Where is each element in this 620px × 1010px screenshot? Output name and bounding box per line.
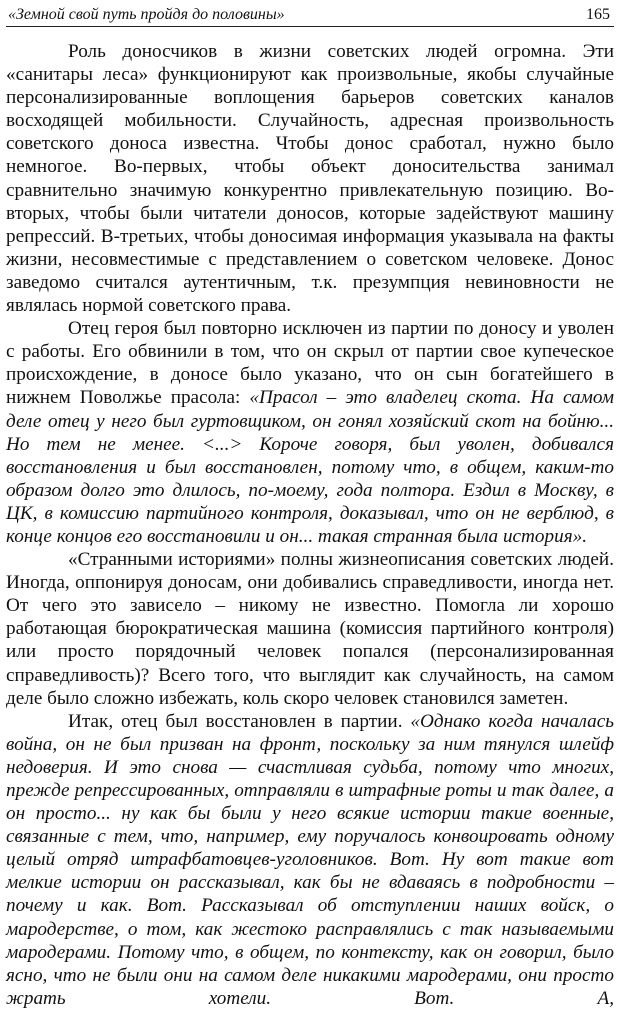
running-title: «Земной свой путь пройдя до половины»	[8, 6, 285, 23]
paragraph-text: Отец героя был повторно исключен из партии по доносу и уволен с работы. Его обвинили в том, что он скрыл от партии свое купеческое происхождение, в доносе было указано, что он сын богатейшего в нижнем Поволжье прасола:	[6, 318, 614, 409]
paragraph-father-expelled	[6, 317, 614, 548]
paragraph-text: «Странными историями» полны жизнеописания советских людей. Иногда, оппонируя доносам, они добивались справедливости, иногда нет. От чего это зависело – никому не известно. Помогла ли хорошо работающая бюрократическая машина (комиссия партийного контроля) или просто порядочный человек попался (персонализированная справедливость)? Всего того, что выглядит как случайность, на самом деле было сложно избежать, коль скоро человек становился заметен.	[6, 549, 614, 709]
paragraph-text: Итак, отец был восстановлен в партии.	[68, 710, 411, 732]
interview-quote: «Прасол – это владелец скота. На самом деле отец у него был гуртовщиком, он гонял хозяйский скот на бойню... Но тем не менее. <...> Короче говоря, был уволен, добивался восстановления и был восстановлен, потому что, в общем, каким-то образом долго это длилось, по-моему, года полтора. Ездил в Москву, в ЦК, в комиссию партийного контроля, доказывал, что он не верблюд, в конце концов его восстановили и он... такая странная была история».	[6, 387, 614, 547]
interview-quote: «Однако когда началась война, он не был призван на фронт, поскольку за ним тянулся шлейф недоверия. И это снова — счастливая судьба, потому что многих, прежде репрессированных, отправляли в штрафные роты и так далее, а он просто... ну как бы были у него всякие истории такие военные, связанные с тем, что, например, ему поручалось конвоировать одному целый отряд штрафбатовцев-уголовников. Вот. Ну вот такие вот мелкие истории он рассказывал, как бы не вдаваясь в подробности – почему и как. Вот. Рассказывал об отступлении наших войск, о мародерстве, о том, как жестоко расправлялись с так называемыми мародерами. Потому что, в общем, по контексту, как он говорил, было ясно, что не были они на самом деле никакими мародерами, они просто жрать хотели. Вот. А,	[6, 710, 615, 1009]
paragraph-father-restored	[6, 710, 614, 1010]
page-header	[6, 4, 614, 27]
paragraph-strange-stories	[6, 548, 614, 710]
paragraph-informers	[6, 40, 614, 317]
page-number: 165	[586, 6, 610, 23]
body-text	[6, 40, 614, 1010]
paragraph-text: Роль доносчиков в жизни советских людей огромна. Эти «санитары леса» функционируют как произвольные, якобы случайные персонализированные воплощения барьеров советских каналов восходящей мобильности. Случайность, адресная произвольность советского доноса известна. Чтобы донос сработал, нужно было немногое. Во-первых, чтобы объект доносительства занимал сравнительно значимую конкурентно привлекательную позицию. Во-вторых, чтобы были читатели доносов, которые задействуют машину репрессий. В-третьих, чтобы доносимая информация указывала на факты жизни, несовместимые с представлением о советском человеке. Донос заведомо считался аутентичным, т.к. презумпция невиновности не являлась нормой советского права.	[6, 41, 614, 317]
